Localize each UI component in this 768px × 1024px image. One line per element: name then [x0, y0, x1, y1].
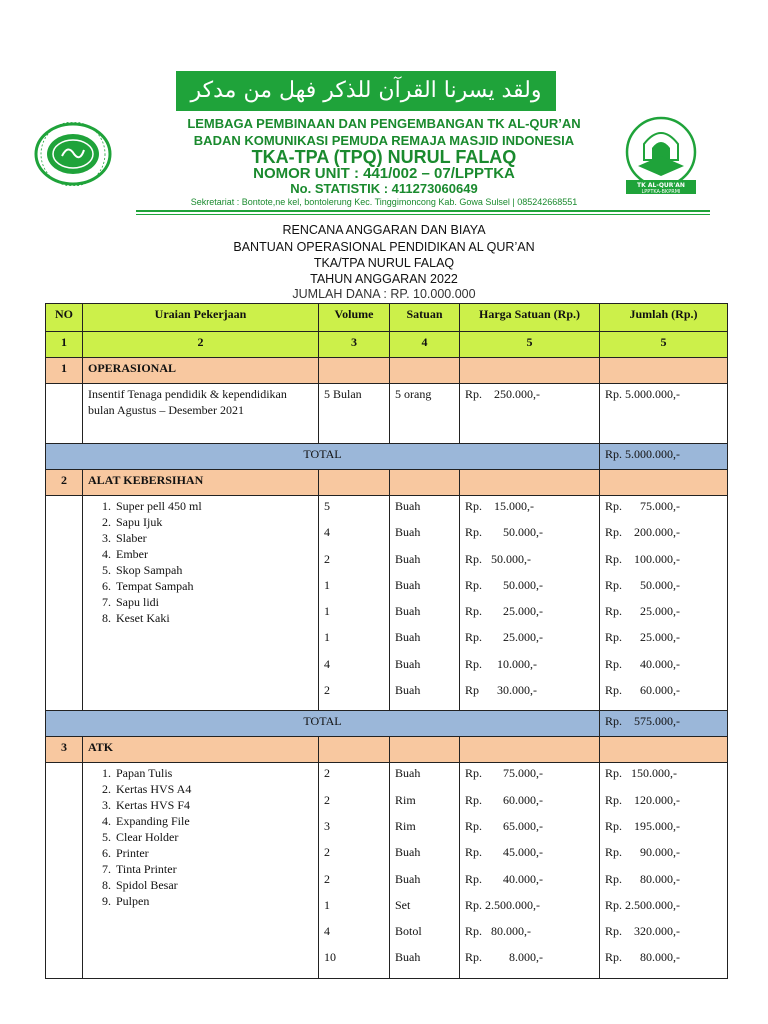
section-name: ALAT KEBERSIHAN — [83, 470, 319, 496]
item-units — [390, 763, 460, 978]
item-price: Rp 30.000,- — [465, 683, 537, 698]
item-volumes — [319, 763, 390, 978]
item-amount: Rp. 80.000,- — [605, 871, 680, 886]
header-cell: Uraian Pekerjaan — [83, 304, 319, 332]
item-price: Rp. 10.000,- — [465, 656, 537, 671]
section-name: ATK — [83, 737, 319, 763]
item-volume: 1 — [324, 897, 330, 912]
list-item: 7. Sapu lidi — [114, 594, 313, 610]
item-unit: Rim — [395, 792, 416, 807]
item-unit: Buah — [395, 871, 421, 886]
item-amount: Rp. 90.000,- — [605, 845, 680, 860]
table-header-row — [46, 304, 728, 332]
item-amount: Rp. 40.000,- — [605, 656, 680, 671]
item-amount: Rp. 5.000.000,- — [600, 384, 728, 444]
item-volume: 1 — [324, 577, 330, 592]
item-unit: Buah — [395, 630, 421, 645]
letterhead-statistic-number: No. STATISTIK : 411273060649 — [290, 181, 478, 196]
item-price: Rp. 50.000,- — [465, 577, 543, 592]
list-item: 1. Papan Tulis — [114, 765, 313, 781]
item-volume: 4 — [324, 525, 330, 540]
section-row — [46, 358, 728, 384]
item-list — [83, 763, 319, 978]
list-item: 6. Printer — [114, 845, 313, 861]
item-names — [88, 498, 313, 626]
section-number: 1 — [46, 358, 83, 384]
item-volume: 2 — [324, 683, 330, 698]
item-amount: Rp. 200.000,- — [605, 525, 680, 540]
numbering-cell: 2 — [83, 332, 319, 358]
numbering-cell: 4 — [390, 332, 460, 358]
item-amount: Rp. 195.000,- — [605, 818, 680, 833]
header-cell: NO — [46, 304, 83, 332]
item-volume: 2 — [324, 845, 330, 860]
item-volume: 5 Bulan — [319, 384, 390, 444]
item-volume: 2 — [324, 551, 330, 566]
list-item: 1. Super pell 450 ml — [114, 498, 313, 514]
item-amount: Rp. 25.000,- — [605, 630, 680, 645]
list-item: 3. Slaber — [114, 530, 313, 546]
item-volume: 4 — [324, 656, 330, 671]
item-amount: Rp. 60.000,- — [605, 683, 680, 698]
item-unit: Buah — [395, 683, 421, 698]
item-unit: Buah — [395, 499, 421, 513]
item-amount: Rp. 75.000,- — [605, 499, 680, 513]
item-volume: 10 — [324, 950, 336, 965]
total-label: TOTAL — [46, 444, 600, 470]
header-cell: Jumlah (Rp.) — [600, 304, 728, 332]
section-number: 2 — [46, 470, 83, 496]
item-price: Rp. 45.000,- — [465, 845, 543, 860]
item-unit: Buah — [395, 577, 421, 592]
item-price: Rp. 50.000,- — [465, 551, 531, 566]
numbering-cell: 3 — [319, 332, 390, 358]
svg-text:LPPTKA-BKPRMI: LPPTKA-BKPRMI — [641, 189, 681, 195]
total-value: Rp. 5.000.000,- — [600, 444, 728, 470]
item-amount: Rp. 120.000,- — [605, 792, 680, 807]
document-subtitle: BANTUAN OPERASIONAL PENDIDIKAN AL QUR’AN — [233, 240, 535, 254]
item-unit: Buah — [395, 766, 421, 781]
item-price: Rp. 15.000,- — [465, 499, 534, 513]
section-row — [46, 470, 728, 496]
svg-text:TK AL-QUR'AN: TK AL-QUR'AN — [637, 182, 685, 189]
list-item: 5. Skop Sampah — [114, 562, 313, 578]
item-volume: 3 — [324, 818, 330, 833]
arabic-verse-banner: ولقد يسرنا القرآن للذكر فهل من مدكر — [176, 71, 556, 111]
item-price: Rp. 2.500.000,- — [465, 897, 540, 912]
table-row — [46, 496, 728, 711]
section-number: 3 — [46, 737, 83, 763]
item-description: Insentif Tenaga pendidik & kependidikan bulan Agustus – Desember 2021 — [83, 384, 319, 444]
letterhead-divider-thin — [136, 214, 710, 215]
budget-table — [45, 303, 728, 979]
item-volume: 2 — [324, 766, 330, 781]
total-value: Rp. 575.000,- — [600, 711, 728, 737]
letterhead-school-name: TKA-TPA (TPQ) NURUL FALAQ — [251, 147, 517, 167]
list-item: 2. Sapu Ijuk — [114, 514, 313, 530]
list-item: 4. Expanding File — [114, 813, 313, 829]
item-volume: 1 — [324, 630, 330, 645]
item-price: Rp. 60.000,- — [465, 792, 543, 807]
item-price: Rp. 65.000,- — [465, 818, 543, 833]
item-price: Rp. 50.000,- — [465, 525, 543, 540]
item-amount: Rp. 320.000,- — [605, 924, 680, 939]
list-item: 7. Tinta Printer — [114, 861, 313, 877]
item-price: Rp. 250.000,- — [460, 384, 600, 444]
item-list — [83, 496, 319, 711]
header-cell: Satuan — [390, 304, 460, 332]
table-row — [46, 763, 728, 978]
numbering-cell: 1 — [46, 332, 83, 358]
item-unit: Buah — [395, 845, 421, 860]
item-amount: Rp. 100.000,- — [605, 551, 680, 566]
document-title: RENCANA ANGGARAN DAN BIAYA — [282, 223, 486, 237]
item-volume: 1 — [324, 604, 330, 619]
item-units — [390, 496, 460, 711]
item-unit: Set — [395, 897, 411, 912]
item-unit: Buah — [395, 525, 421, 540]
item-volume: 2 — [324, 871, 330, 886]
list-item: 4. Ember — [114, 546, 313, 562]
item-price: Rp. 75.000,- — [465, 766, 543, 781]
item-price: Rp. 80.000,- — [465, 924, 531, 939]
letterhead-unit-number: NOMOR UNIT : 441/002 – 07/LPPTKA — [253, 165, 515, 182]
item-prices — [460, 763, 600, 978]
item-amount: Rp. 2.500.000,- — [605, 897, 680, 912]
letterhead-organization: BADAN KOMUNIKASI PEMUDA REMAJA MASJID INDONESIA — [193, 133, 575, 148]
total-label: TOTAL — [46, 711, 600, 737]
item-amount: Rp. 150.000,- — [605, 766, 677, 781]
item-amounts — [600, 496, 728, 711]
item-price: Rp. 25.000,- — [465, 604, 543, 619]
list-item: 9. Pulpen — [114, 893, 313, 909]
item-amount: Rp. 80.000,- — [605, 950, 680, 965]
letterhead-address: Sekretariat : Bontote,ne kel, bontolerung Kec. Tinggimoncong Kab. Gowa Sulsel | 085242668551 — [190, 197, 578, 207]
item-amounts — [600, 763, 728, 978]
item-unit: Buah — [395, 551, 421, 566]
letterhead-divider — [136, 210, 710, 212]
total-row — [46, 444, 728, 470]
list-item: 6. Tempat Sampah — [114, 578, 313, 594]
numbering-cell: 5 — [600, 332, 728, 358]
item-volume: 2 — [324, 792, 330, 807]
item-names — [88, 765, 313, 909]
header-cell: Volume — [319, 304, 390, 332]
document-fiscal-year: TAHUN ANGGARAN 2022 — [310, 272, 458, 286]
section-name: OPERASIONAL — [83, 358, 319, 384]
document-fund-total: JUMLAH DANA : RP. 10.000.000 — [292, 287, 476, 301]
item-unit: Buah — [395, 604, 421, 619]
list-item: 3. Kertas HVS F4 — [114, 797, 313, 813]
item-volumes — [319, 496, 390, 711]
item-unit: 5 orang — [390, 384, 460, 444]
item-volume: 4 — [324, 924, 330, 939]
numbering-cell: 5 — [460, 332, 600, 358]
item-unit: Buah — [395, 656, 421, 671]
list-item: 5. Clear Holder — [114, 829, 313, 845]
list-item: 8. Keset Kaki — [114, 610, 313, 626]
section-row — [46, 737, 728, 763]
item-prices — [460, 496, 600, 711]
item-amount: Rp. 50.000,- — [605, 577, 680, 592]
item-unit: Buah — [395, 950, 421, 965]
list-item: 8. Spidol Besar — [114, 877, 313, 893]
total-row — [46, 711, 728, 737]
table-row — [46, 384, 728, 444]
table-numbering-row — [46, 332, 728, 358]
item-unit: Rim — [395, 818, 416, 833]
list-item: 2. Kertas HVS A4 — [114, 781, 313, 797]
item-unit: Botol — [395, 924, 422, 939]
item-volume: 5 — [324, 499, 330, 513]
document-school: TKA/TPA NURUL FALAQ — [313, 256, 455, 270]
item-price: Rp. 25.000,- — [465, 630, 543, 645]
header-cell: Harga Satuan (Rp.) — [460, 304, 600, 332]
letterhead-institution: LEMBAGA PEMBINAAN DAN PENGEMBANGAN TK AL-QUR’AN — [187, 116, 581, 131]
item-amount: Rp. 25.000,- — [605, 604, 680, 619]
item-price: Rp. 40.000,- — [465, 871, 543, 886]
item-price: Rp. 8.000,- — [465, 950, 543, 965]
